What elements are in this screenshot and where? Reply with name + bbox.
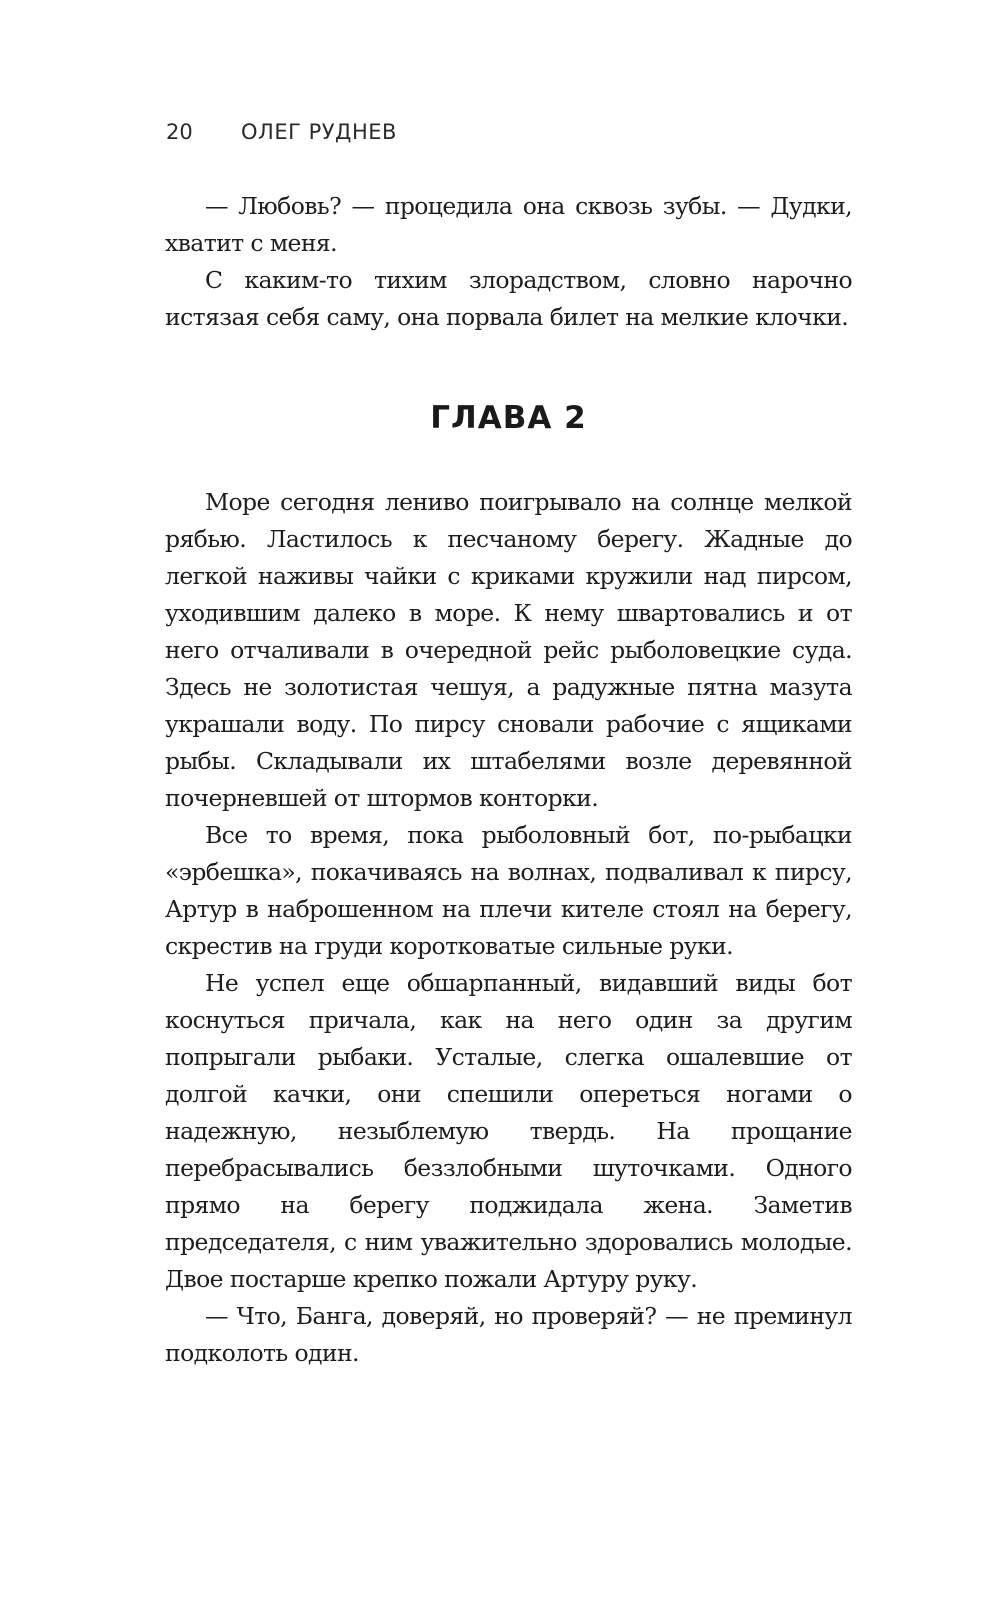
paragraph: Не успел еще обшарпанный, видавший виды бот коснуться причала, как на него один за другим попрыгали рыбаки. Усталые, слегка ошалевшие от долгой качки, они спешили опереться ногами о надежную, незыблемую твердь. На прощание перебрасывались беззлобными шуточками. Одного прямо на берегу поджидала жена. Заметив председателя, с ним уважительно здоровались молодые. Двое постарше крепко пожали Артуру руку.: [165, 969, 852, 1293]
paragraph: С каким-то тихим злорадством, словно нарочно истязая себя саму, она порвала билет на мелкие клочки.: [165, 266, 852, 331]
paragraph: — Что, Банга, доверяй, но проверяй? — не преминул подколоть один.: [165, 1302, 852, 1367]
chapter-text: [165, 484, 852, 1372]
paragraph: Все то время, пока рыболовный бот, по-рыбацки «эрбешка», покачиваясь на волнах, подваливал к пирсу, Артур в наброшенном на плечи кителе стоял на берегу, скрестив на груди коротковатые сильные руки.: [165, 821, 852, 960]
paragraph: — Любовь? — процедила она сквозь зубы. — Дудки, хватит с меня.: [165, 192, 852, 257]
page-number: 20: [166, 120, 193, 144]
author-name: ОЛЕГ РУДНЕВ: [241, 120, 397, 144]
intro-text: [165, 188, 852, 336]
running-head: [166, 120, 397, 144]
chapter-title: ГЛАВА 2: [430, 400, 587, 436]
paragraph: Море сегодня лениво поигрывало на солнце мелкой рябью. Ластилось к песчаному берегу. Жадные до легкой наживы чайки с криками кружили над пирсом, уходившим далеко в море. К нему швартовались и от него отчаливали в очередной рейс рыболовецкие суда. Здесь не золотистая чешуя, а радужные пятна мазута украшали воду. По пирсу сновали рабочие с ящиками рыбы. Складывали их штабелями возле деревянной почерневшей от штормов конторки.: [165, 488, 852, 812]
